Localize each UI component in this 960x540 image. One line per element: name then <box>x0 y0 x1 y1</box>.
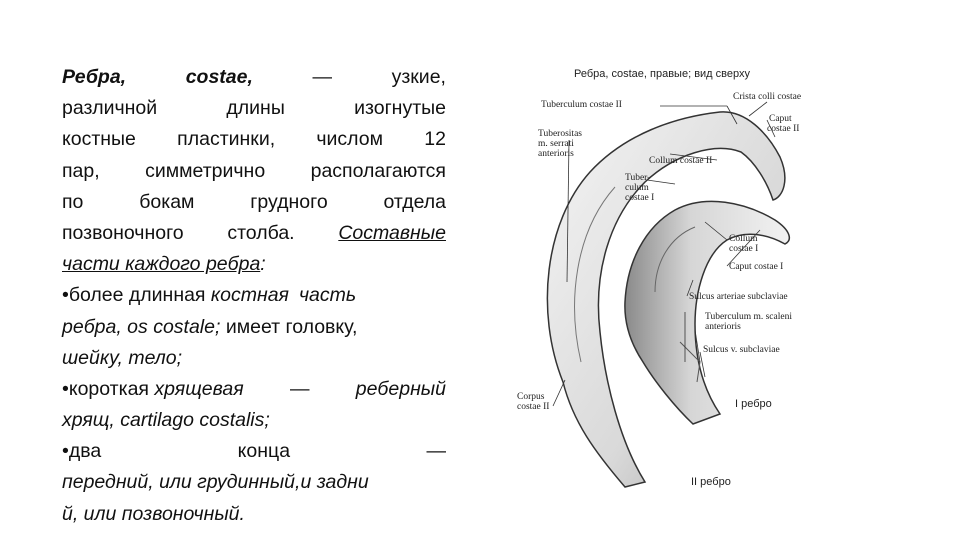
word: числом <box>316 128 384 151</box>
word: грудного <box>250 190 328 213</box>
text-line-13 <box>62 436 446 467</box>
label-caput-costae-i: Caput costae I <box>729 262 784 272</box>
text-block <box>62 62 446 530</box>
italic-term: шейку, тело; <box>62 346 183 369</box>
label-second-rib: II ребро <box>691 476 731 488</box>
text-line-6 <box>62 218 446 249</box>
word: пар, <box>62 159 100 182</box>
ribs-figure <box>505 62 850 502</box>
italic-term: ребра, os costale; <box>62 315 221 338</box>
link-like-term: Составные <box>338 221 446 244</box>
text-line-1 <box>62 62 446 93</box>
text-line-3 <box>62 124 446 155</box>
text-line-7 <box>62 249 446 280</box>
text-line-12 <box>62 405 446 436</box>
word: располагаются <box>310 159 446 182</box>
word: симметрично <box>145 159 266 182</box>
label-tuberositas-c: anterioris <box>538 149 574 159</box>
text-line-14 <box>62 467 446 498</box>
label-tuberositas-a: Tuberositas <box>538 129 582 139</box>
dash: — <box>289 377 310 400</box>
italic-term: костная <box>210 284 289 307</box>
word: столба. <box>227 221 295 244</box>
label-collum-costae-i-b: costae I <box>729 244 759 254</box>
term-costae: costae, <box>185 66 253 88</box>
italic-term: часть <box>298 284 357 307</box>
italic-term: хрящ, cartilago costalis; <box>62 409 270 432</box>
label-tuberculum-scaleni-a: Tuberculum m. scaleni <box>705 312 792 322</box>
label-corpus-b: costae II <box>517 402 550 412</box>
label-first-rib: I ребро <box>735 398 772 410</box>
colon: : <box>260 253 266 276</box>
label-tuberculum-i-b: culum <box>625 183 649 193</box>
figure-title: Ребра, costae, правые; вид сверху <box>574 68 750 80</box>
word: костные <box>62 128 136 151</box>
label-caput-ii-a: Caput <box>769 114 792 124</box>
italic-term: й, или позвоночный. <box>62 502 245 525</box>
label-sulcus-v-subclaviae: Sulcus v. subclaviae <box>703 345 780 355</box>
term-ribs: Ребра, <box>62 66 127 88</box>
label-tuberculum-scaleni-b: anterioris <box>705 322 741 332</box>
word: длины <box>226 97 285 120</box>
text-line-15 <box>62 499 446 530</box>
bullet-text: •короткая <box>62 377 155 400</box>
label-tuberculum-costae-ii: Tuberculum costae II <box>541 100 622 110</box>
label-crista-colli: Crista colli costae <box>733 92 802 102</box>
text-line-5 <box>62 187 446 218</box>
label-tuberositas-b: m. serrati <box>538 139 574 149</box>
text-line-10 <box>62 343 446 374</box>
word: бокам <box>139 190 195 213</box>
label-sulcus-arteriae: Sulcus arteriae subclaviae <box>689 292 788 302</box>
word: 12 <box>424 128 446 151</box>
label-corpus-a: Corpus <box>517 392 545 402</box>
text-line-2 <box>62 93 446 124</box>
word: позвоночного <box>62 221 184 244</box>
bullet-text: •более длинная <box>62 284 211 307</box>
word: различной <box>62 97 158 120</box>
text-line-11 <box>62 374 446 405</box>
label-tuberculum-i-a: Tuber- <box>625 173 651 183</box>
label-collum-costae-i-a: Collum <box>729 234 758 244</box>
dash: — <box>426 440 446 463</box>
word: имеет головку, <box>220 315 358 338</box>
label-collum-costae-ii: Collum costae II <box>649 156 713 166</box>
word: изогнутые <box>354 97 446 120</box>
italic-term: передний, или грудинный,и задни <box>62 471 369 494</box>
italic-term: реберный <box>355 377 446 400</box>
dash: — <box>312 66 332 88</box>
word: отдела <box>383 190 446 213</box>
label-tuberculum-i-c: costae I <box>625 193 655 203</box>
word: по <box>62 190 84 213</box>
word: узкие, <box>391 66 446 88</box>
text-line-9 <box>62 312 446 343</box>
word: пластинки, <box>177 128 276 151</box>
subheading: части каждого ребра <box>62 253 261 276</box>
word: конца <box>237 440 291 463</box>
text-line-8 <box>62 280 446 311</box>
label-caput-ii-b: costae II <box>767 124 800 134</box>
italic-term: хрящевая <box>154 377 244 400</box>
bullet-text: •два <box>62 440 102 463</box>
text-line-4 <box>62 156 446 187</box>
